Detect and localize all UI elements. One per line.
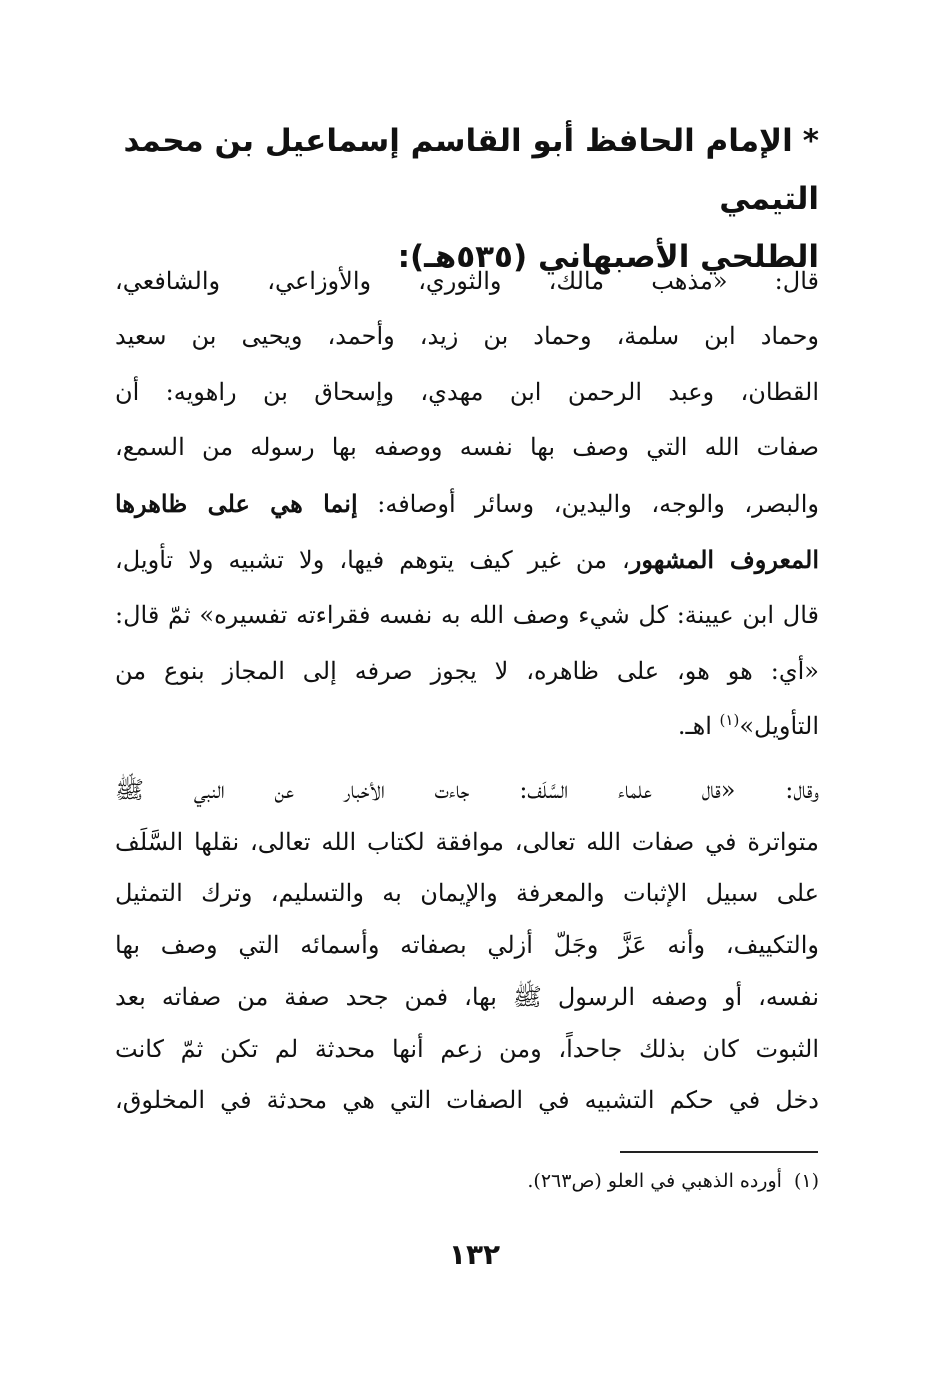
- bold-phrase: إنما هي على ظاهرها: [115, 488, 358, 518]
- heading-line-2: الطلحي الأصبهاني (٥٣٥هـ):: [397, 239, 819, 275]
- text-line: قال ابن عيينة: كل شيء وصف الله به نفسه فقراءته تفسيره» ثمّ قال:: [115, 601, 819, 630]
- asterisk-marker: *: [802, 123, 819, 159]
- footnote-reference: (١): [719, 711, 740, 730]
- text-line: متواترة في صفات الله تعالى، موافقة لكتاب الله تعالى، نقلها السَّلَف: [115, 827, 819, 856]
- text-line: والتكييف، وأنه عَزَّ وجَلّ أزلي بصفاته وأسمائه التي وصف بها: [115, 931, 819, 960]
- text-line: الثبوت كان بذلك جاحداً، ومن زعم أنها محدثة لم تكن ثمّ كانت: [115, 1034, 819, 1063]
- bold-phrase: المعروف المشهور: [629, 545, 819, 575]
- paragraph-1: [115, 254, 819, 755]
- footnote-text: أورده الذهبي في العلو (ص٢٦٣).: [527, 1170, 782, 1192]
- page-number: ١٣٢: [448, 1238, 501, 1271]
- paragraph-2: [115, 765, 819, 1127]
- text-line: «أي: هو هو، على ظاهره، لا يجوز صرفه إلى المجاز بنوع من: [115, 656, 819, 685]
- text-line: قال: «مذهب مالك، والثوري، والأوزاعي، والشافعي،: [115, 267, 819, 295]
- footnote: [300, 1166, 819, 1196]
- text-line: صفات الله التي وصف بها نفسه ووصفه بها رسوله من السمع،: [115, 433, 819, 462]
- text-line: وحماد ابن سلمة، وحماد بن زيد، وأحمد، ويحيى بن سعيد: [115, 322, 819, 351]
- text-line: نفسه، أو وصفه الرسول ﷺ بها، فمن جحد صفة من صفاته بعد: [115, 982, 819, 1011]
- text-line: والبصر، والوجه، واليدين، وسائر أوصافه: إنما هي على ظاهرها: [115, 488, 819, 518]
- text-line: القطان، وعبد الرحمن ابن مهدي، وإسحاق بن راهويه: أن: [115, 377, 819, 406]
- text-line: التأويل»$^{(١)}$ اهـ.: [677, 711, 819, 741]
- footnote-divider: [620, 1151, 818, 1153]
- footnote-number: (١): [793, 1170, 819, 1192]
- text-line: دخل في حكم التشبيه في الصفات التي هي محدثة في المخلوق،: [115, 1086, 819, 1115]
- text-line: وقال: «قال علماء السَّلَف: جاءت الأخبار عن النبي ﷺ: [115, 776, 819, 804]
- text-line: على سبيل الإثبات والمعرفة والإيمان به والتسليم، وترك التمثيل: [115, 879, 819, 908]
- text-line: المعروف المشهور، من غير كيف يتوهم فيها، ولا تشبيه ولا تأويل،: [115, 545, 819, 575]
- heading-line-1: *الإمام الحافظ أبو القاسم إسماعيل بن محمد التيمي: [123, 123, 819, 217]
